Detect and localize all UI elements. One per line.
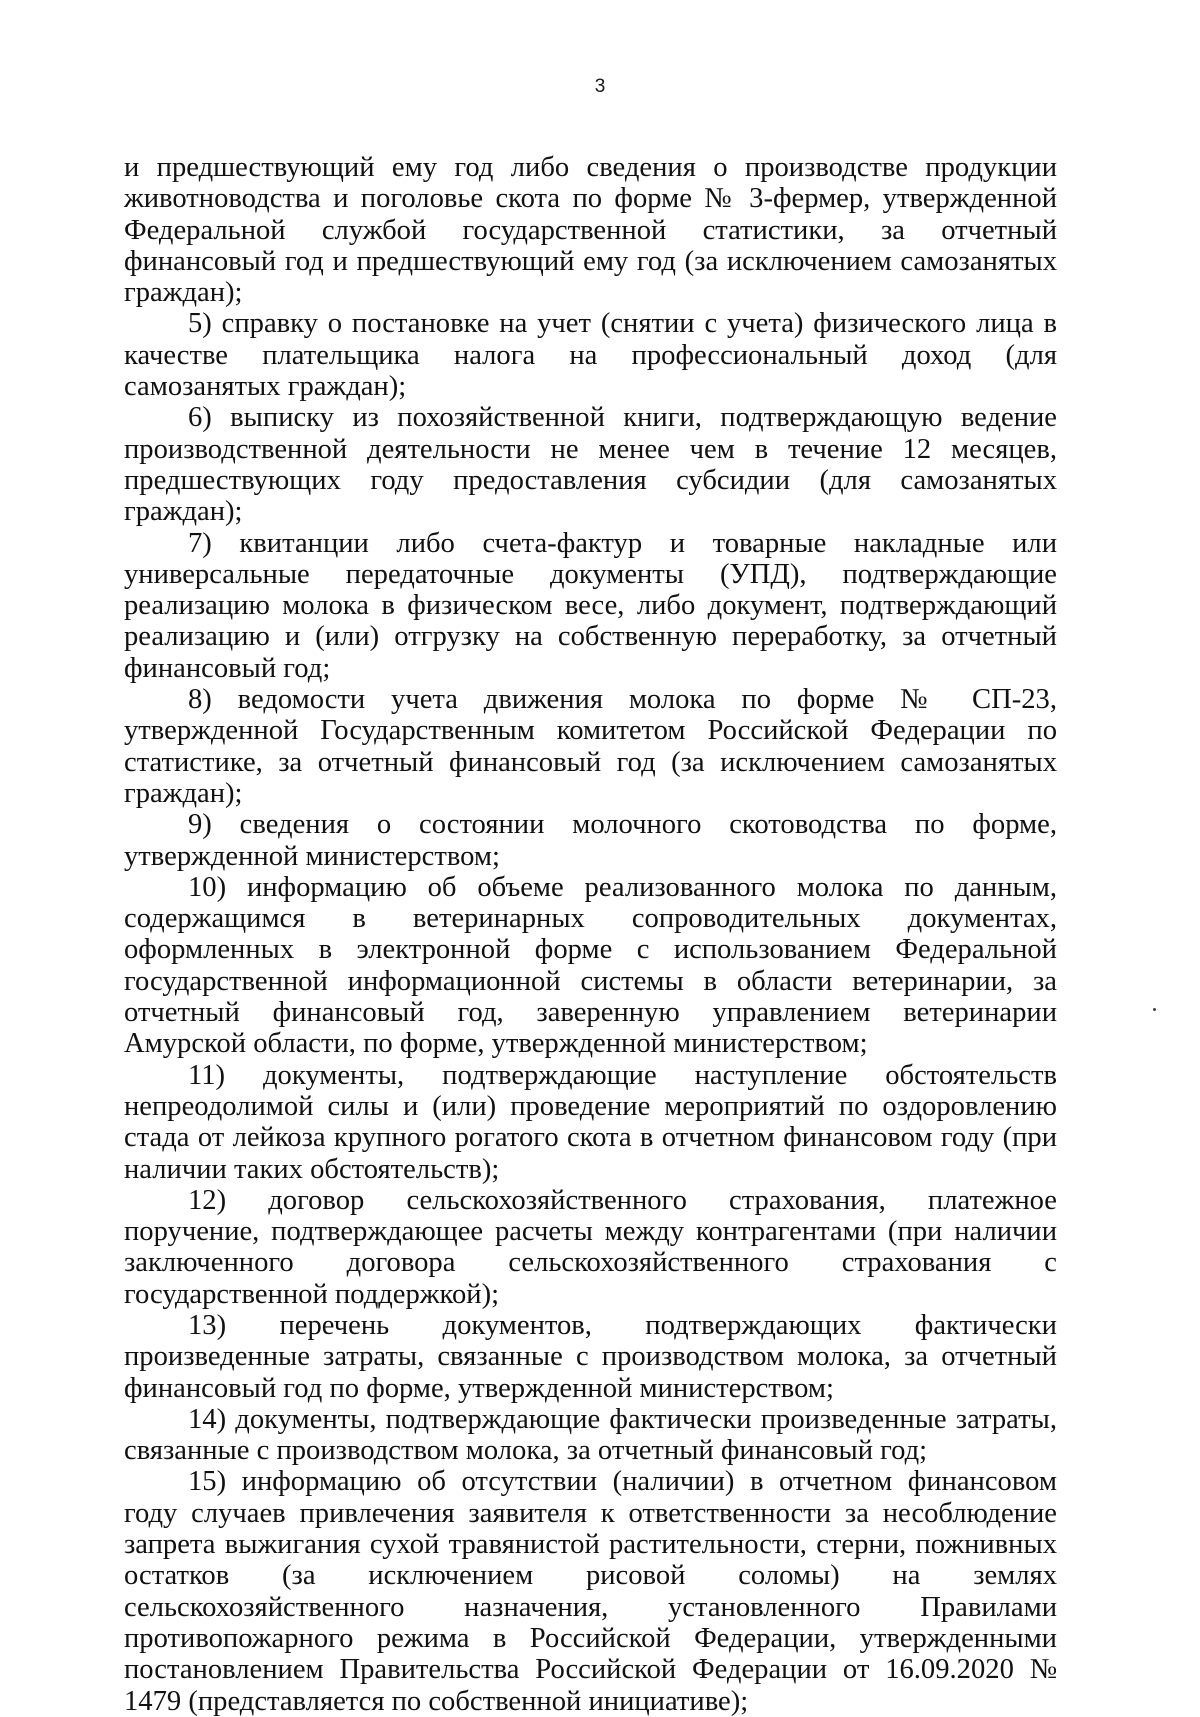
scan-speck: [1153, 1008, 1156, 1011]
paragraph-item-5: 5) справку о постановке на учет (снятии с учета) физического лица в качестве плательщика налога на профессиональный доход (для самозанятых граждан);: [124, 308, 1057, 403]
paragraph-item-6: 6) выписку из похозяйственной книги, подтверждающую ведение производственной деятельности не менее чем в течение 12 месяцев, предшествующих году предоставления субсидии (для самозанятых граждан);: [124, 402, 1057, 528]
paragraph-item-14: 14) документы, подтверждающие фактически произведенные затраты, связанные с производством молока, за отчетный финансовый год;: [124, 1403, 1057, 1467]
document-body: [124, 152, 1057, 1717]
paragraph-item-11: 11) документы, подтверждающие наступление обстоятельств непреодолимой силы и (или) проведение мероприятий по оздоровлению стада от лейкоза крупного рогатого скота в отчетном финансовом году (при наличии таких обстоятельств);: [124, 1059, 1057, 1185]
paragraph-item-10: 10) информацию об объеме реализованного молока по данным, содержащимся в ветеринарных сопроводительных документах, оформленных в электронной форме с использованием Федеральной государственной информационной системы в области ветеринарии, за отчетный финансовый год, заверенную управлением ветеринарии Амурской области, по форме, утвержденной министерством;: [124, 871, 1057, 1060]
paragraph-item-7: 7) квитанции либо счета-фактур и товарные накладные или универсальные передаточные документы (УПД), подтверждающие реализацию молока в физическом весе, либо документ, подтверждающий реализацию и (или) отгрузку на собственную переработку, за отчетный финансовый год;: [124, 527, 1057, 684]
paragraph-continuation: и предшествующий ему год либо сведения о производстве продукции животноводства и поголовье скота по форме № 3-фермер, утвержденной Федеральной службой государственной статистики, за отчетный финансовый год и предшествующий ему год (за исключением самозанятых граждан);: [124, 152, 1057, 309]
paragraph-item-13: 13) перечень документов, подтверждающих фактически произведенные затраты, связанные с производством молока, за отчетный финансовый год по форме, утвержденной министерством;: [124, 1309, 1057, 1404]
page-number: 3: [594, 76, 606, 97]
paragraph-item-8: 8) ведомости учета движения молока по форме № СП-23, утвержденной Государственным комитетом Российской Федерации по статистике, за отчетный финансовый год (за исключением самозанятых граждан);: [124, 684, 1057, 809]
paragraph-item-12: 12) договор сельскохозяйственного страхования, платежное поручение, подтверждающее расчеты между контрагентами (при наличии заключенного договора сельскохозяйственного страхования с государственной поддержкой);: [124, 1184, 1057, 1310]
paragraph-item-9: 9) сведения о состоянии молочного скотоводства по форме, утвержденной министерством;: [124, 809, 1057, 872]
paragraph-item-15: 15) информацию об отсутствии (наличии) в отчетном финансовом году случаев привлечения заявителя к ответственности за несоблюдение запрета выжигания сухой травянистой растительности, стерни, пожнивных остатков (за исключением рисовой соломы) на землях сельскохозяйственного назначения, установленного Правилами противопожарного режима в Российской Федерации, утвержденными постановлением Правительства Российской Федерации от 16.09.2020 № 1479 (представляется по собственной инициативе);: [124, 1466, 1057, 1717]
